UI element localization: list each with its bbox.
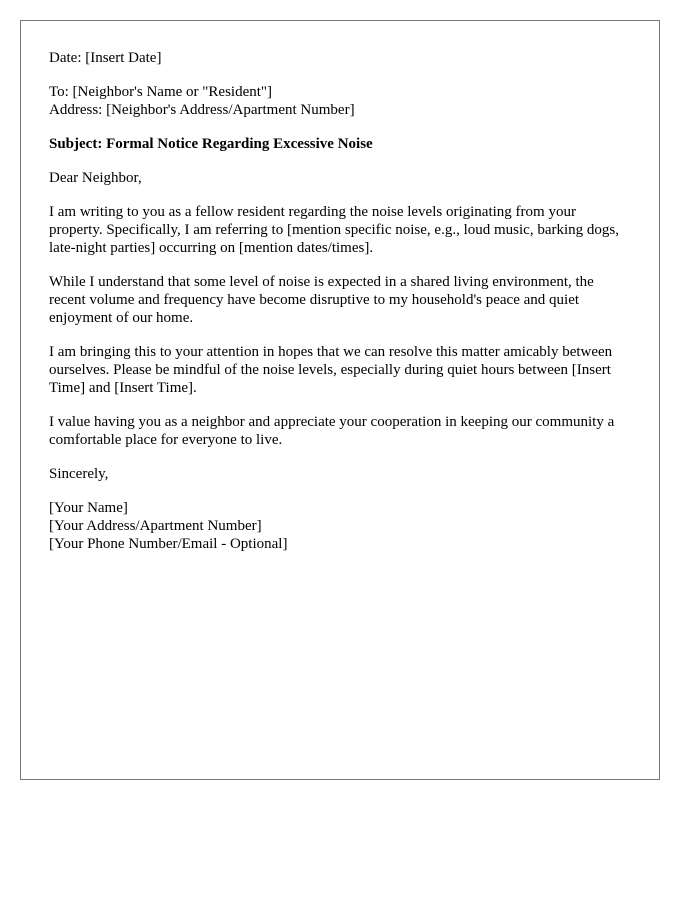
body-paragraph-1: I am writing to you as a fellow resident regarding the noise levels originating from your property. Specifically, I am referring to [mention specific noise, e.g., loud music, barking dogs, late-night parties] occurring on [mention dates/times].: [49, 204, 619, 256]
body-paragraph-4: I value having you as a neighbor and appreciate your cooperation in keeping our community a comfortable place for everyone to live.: [49, 414, 615, 448]
signature-name: [Your Name]: [49, 500, 128, 516]
closing: Sincerely,: [49, 466, 109, 482]
recipient-name: To: [Neighbor's Name or "Resident"]: [49, 84, 273, 100]
recipient-block: [49, 83, 631, 119]
signature-block: [49, 499, 631, 553]
signature-address: [Your Address/Apartment Number]: [49, 518, 262, 534]
body-paragraph-3: I am bringing this to your attention in hopes that we can resolve this matter amicably between ourselves. Please be mindful of the noise levels, especially during quiet hours between [Insert Time] and [Insert Time].: [49, 344, 613, 396]
date-line: [49, 49, 631, 67]
recipient-address: Address: [Neighbor's Address/Apartment Number]: [49, 102, 355, 118]
salutation: Dear Neighbor,: [49, 170, 142, 186]
date-text: Date: [Insert Date]: [49, 50, 162, 66]
body-paragraph-2: While I understand that some level of noise is expected in a shared living environment, the recent volume and frequency have become disruptive to my household's peace and quiet enjoyment of our home.: [49, 274, 594, 326]
letter-page: [20, 20, 660, 780]
signature-contact: [Your Phone Number/Email - Optional]: [49, 536, 288, 552]
subject-line: Subject: Formal Notice Regarding Excessive Noise: [49, 136, 373, 152]
